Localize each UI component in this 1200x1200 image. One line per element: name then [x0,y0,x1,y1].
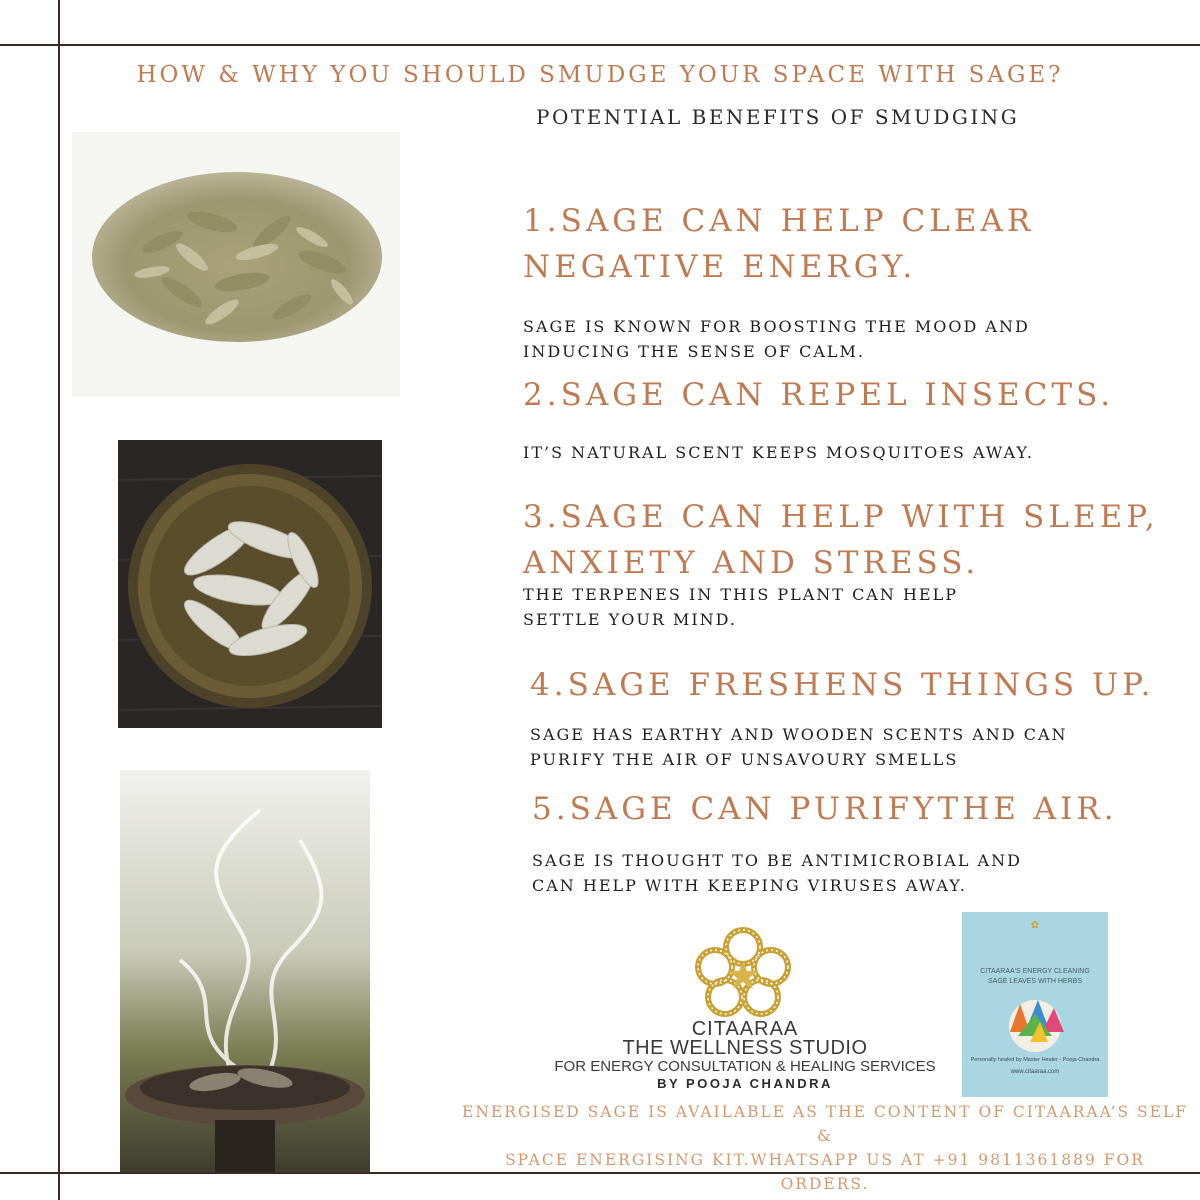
benefit-4-desc-line2: PURIFY THE AIR OF UNSAVOURY SMELLS [530,750,959,769]
benefit-3-heading [523,494,1159,586]
benefit-2-description [523,440,1034,465]
citaaraa-star-logo-icon [693,925,793,1017]
benefit-5-desc-line1: SAGE IS THOUGHT TO BE ANTIMICROBIAL AND [532,851,1022,870]
benefit-2-desc-line1: IT’S NATURAL SCENT KEEPS MOSQUITOES AWAY. [523,443,1034,462]
benefit-3-heading-line2: ANXIETY AND STRESS. [523,545,980,581]
brand-studio: THE WELLNESS STUDIO [622,1037,868,1059]
package-title-line2: SAGE LEAVES WITH HERBS [987,978,1082,985]
benefit-3-description [523,582,958,632]
benefit-4-description [530,722,1068,772]
smudge-smoke-photo [120,770,370,1172]
sage-bowl-photo [118,440,382,728]
footer-note [460,1100,1190,1196]
brand-name: CITAARAA [691,1018,799,1040]
benefit-1-heading [523,198,1034,290]
benefit-5-heading-line1: 5.SAGE CAN PURIFYTHE AIR. [532,791,1118,827]
brand-byline: BY POOJA CHANDRA [657,1076,833,1091]
benefit-2-heading [523,372,1114,418]
benefit-1-desc-line1: SAGE IS KNOWN FOR BOOSTING THE MOOD AND [523,317,1030,336]
benefit-1-heading-line1: 1.SAGE CAN HELP CLEAR [523,203,1035,239]
benefit-3-heading-line1: 3.SAGE CAN HELP WITH SLEEP, [523,499,1159,535]
top-rule [0,44,1200,46]
page-subtitle: POTENTIAL BENEFITS OF SMUDGING [536,105,1020,129]
benefit-1-description [523,314,1030,364]
footer-line1: ENERGISED SAGE IS AVAILABLE AS THE CONTENT OF CITAARAA’S SELF & [462,1103,1188,1145]
benefit-5-description [532,848,1022,898]
benefit-3-desc-line1: THE TERPENES IN THIS PLANT CAN HELP [523,585,958,604]
sage-leaves-photo [72,132,400,397]
benefit-4-heading-line1: 4.SAGE FRESHENS THINGS UP. [530,667,1155,703]
benefit-4-heading [530,662,1155,708]
benefit-1-desc-line2: INDUCING THE SENSE OF CALM. [523,342,866,361]
package-art-icon [990,992,1080,1054]
package-dots-icon: ✿ [1030,920,1040,931]
package-healed-by: Personally healed by Master Healer - Pooja Chandra [970,1057,1100,1063]
sage-kit-package-photo [962,912,1108,1097]
benefit-5-desc-line2: CAN HELP WITH KEEPING VIRUSES AWAY. [532,876,967,895]
package-title-line1: CITAARAA'S ENERGY CLEANING [980,968,1090,975]
brand-tagline: FOR ENERGY CONSULTATION & HEALING SERVICES [554,1058,936,1075]
benefit-4-desc-line1: SAGE HAS EARTHY AND WOODEN SCENTS AND CAN [530,725,1068,744]
benefit-2-heading-line1: 2.SAGE CAN REPEL INSECTS. [523,377,1115,413]
benefit-5-heading [532,786,1118,832]
package-website: www.citaaraa.com [1010,1069,1060,1075]
footer-line2: SPACE ENERGISING KIT.WHATSAPP US AT +91 9811361889 FOR ORDERS. [505,1151,1145,1193]
page-title: HOW & WHY YOU SHOULD SMUDGE YOUR SPACE WITH SAGE? [136,62,1064,88]
benefit-3-desc-line2: SETTLE YOUR MIND. [523,610,738,629]
left-rule [58,0,60,1200]
benefit-1-heading-line2: NEGATIVE ENERGY. [523,249,917,285]
